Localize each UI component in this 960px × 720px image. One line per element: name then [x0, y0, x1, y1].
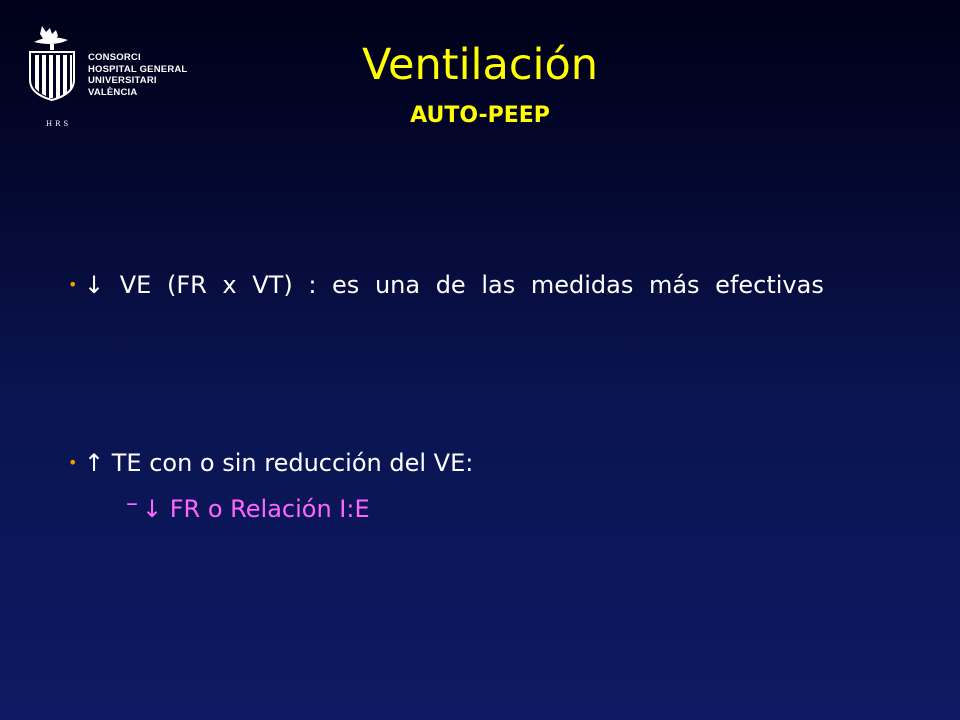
sub-bullet-text: ↓ FR o Relación I:E: [142, 495, 370, 523]
logo-line-3: UNIVERSITARI: [88, 75, 157, 86]
logo-line-1: CONSORCI: [88, 52, 141, 63]
bullet-text: ↑ TE con o sin reducción del VE:: [84, 449, 474, 477]
sub-bullet-marker: –: [126, 489, 138, 517]
bullet-item: [68, 446, 904, 480]
slide-title: Ventilación: [361, 40, 599, 90]
slide-subtitle: AUTO-PEEP: [410, 103, 550, 128]
sub-bullet-item: [126, 489, 370, 526]
bullet-marker: •: [68, 453, 78, 472]
logo-line-2: HOSPITAL GENERAL: [88, 63, 188, 75]
bullet-item: [68, 268, 904, 302]
bullet-text: ↓ VE (FR x VT) : es una de las medidas más efectivas: [84, 271, 824, 299]
logo-monogram: HRS: [46, 120, 72, 128]
logo-line-4: VALÈNCIA: [88, 86, 138, 98]
bullet-marker: •: [68, 275, 78, 294]
